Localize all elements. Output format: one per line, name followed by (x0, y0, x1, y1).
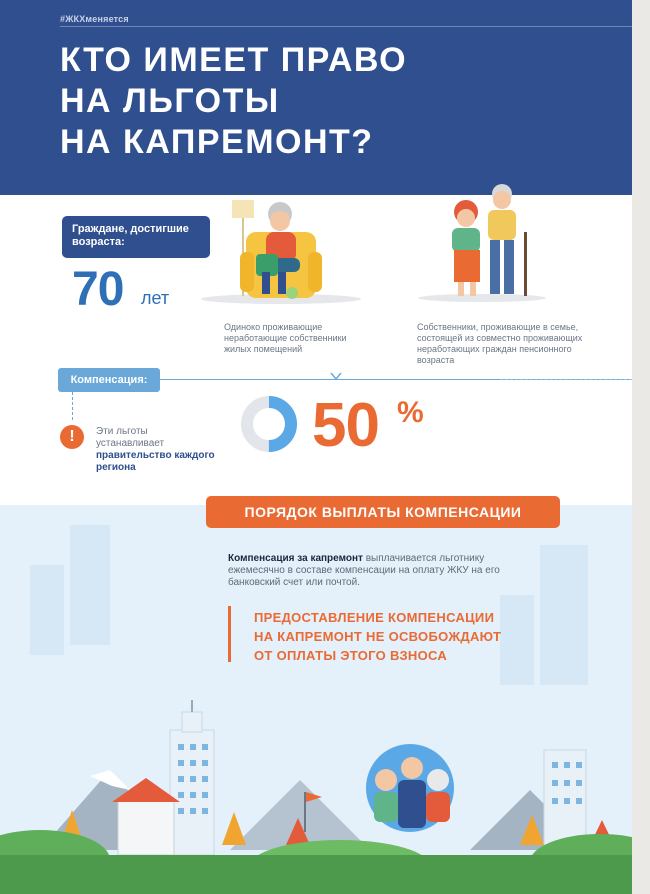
man-face (401, 757, 423, 779)
grandma-cardigan (452, 228, 480, 252)
region-note-prefix: Эти льготы устанавливает (96, 426, 165, 449)
woman-body (374, 792, 398, 822)
grandma-leg-left (262, 272, 270, 294)
grandma-face-2 (457, 209, 475, 227)
faded-building-2 (30, 565, 64, 655)
single-pensioner-illustration (196, 196, 366, 306)
title-line-2: НА ЛЬГОТЫ (60, 82, 280, 120)
grandpa-shirt (488, 210, 516, 240)
armchair-arm-right (308, 252, 322, 292)
title-line-3: НА КАПРЕМОНТ? (60, 123, 374, 161)
payout-description-rest: выплачивается льготнику ежемесячно в составе компенсации на оплату ЖКУ на его банковский счет или почтой. (228, 553, 500, 588)
hashtag: #ЖКХменяется (60, 14, 129, 24)
notice-line-1: ПРЕДОСТАВЛЕНИЕ КОМПЕНСАЦИИ (254, 610, 495, 625)
pensioner-couple-illustration (412, 184, 572, 304)
compensation-label: Компенсация: (58, 368, 160, 392)
tree-yellow-2 (222, 812, 246, 845)
armchair-arm-left (240, 252, 254, 292)
grandma-leg-b (470, 282, 476, 296)
age-number: 70 (72, 263, 124, 316)
page-edge (632, 0, 650, 894)
payout-description-bold: Компенсация за капремонт (228, 553, 363, 564)
city-illustration (0, 700, 632, 894)
title-line-1: КТО ИМЕЕТ ПРАВО (60, 41, 408, 79)
grandma-leg-right (278, 272, 286, 294)
grandpa-leg-right (504, 240, 514, 294)
percent-ring-chart (234, 394, 304, 454)
skyscraper-spire (191, 700, 193, 712)
region-note (96, 426, 216, 474)
grandpa-face (493, 191, 511, 209)
page-title (60, 40, 580, 163)
ground (0, 855, 632, 894)
hashtag-divider (60, 26, 632, 27)
age-unit: лет (141, 288, 170, 308)
flag-pole (304, 792, 306, 832)
age-label: Граждане, достигшие возраста: (62, 216, 210, 258)
region-note-bold: правительство каждого региона (96, 450, 215, 473)
compensation-connector (72, 392, 73, 420)
grandma-skirt (454, 250, 480, 282)
grandma-face (270, 211, 290, 231)
exclamation-icon: ! (60, 425, 84, 449)
faded-building-3 (540, 545, 588, 685)
grandma-leg-a (458, 282, 464, 296)
house (118, 800, 174, 855)
grandma-body-3 (426, 792, 450, 822)
faded-building-1 (70, 525, 110, 645)
divider-notch (330, 372, 342, 382)
payment-notice (254, 608, 534, 665)
percent-value: 50 (312, 391, 379, 460)
man-jacket (398, 780, 426, 828)
percent-sign: % (397, 396, 424, 429)
woman-face (375, 769, 397, 791)
yarn-ball (286, 287, 298, 299)
payout-order-button: ПОРЯДОК ВЫПЛАТЫ КОМПЕНСАЦИИ (206, 496, 560, 528)
grandpa-leg-left (490, 240, 500, 294)
lamp-shade (232, 200, 254, 218)
payout-description (228, 553, 510, 589)
grandma-face-3 (427, 769, 449, 791)
notice-line-2: НА КАПРЕМОНТ НЕ ОСВОБОЖДАЮТ (254, 629, 502, 644)
compensation-divider-dotted (500, 379, 632, 380)
caption-single-owners: Одиноко проживающие неработающие собственники жилых помещений (224, 322, 347, 354)
skyscraper-top (182, 712, 202, 732)
notice-line-3: ОТ ОПЛАТЫ ЭТОГО ВЗНОСА (254, 648, 448, 663)
notice-accent-bar (228, 606, 231, 662)
walking-cane (524, 232, 527, 296)
caption-family-owners: Собственники, проживающие в семье, состоящей из совместно проживающих неработающих граждан пенсионного возраста (417, 322, 583, 365)
